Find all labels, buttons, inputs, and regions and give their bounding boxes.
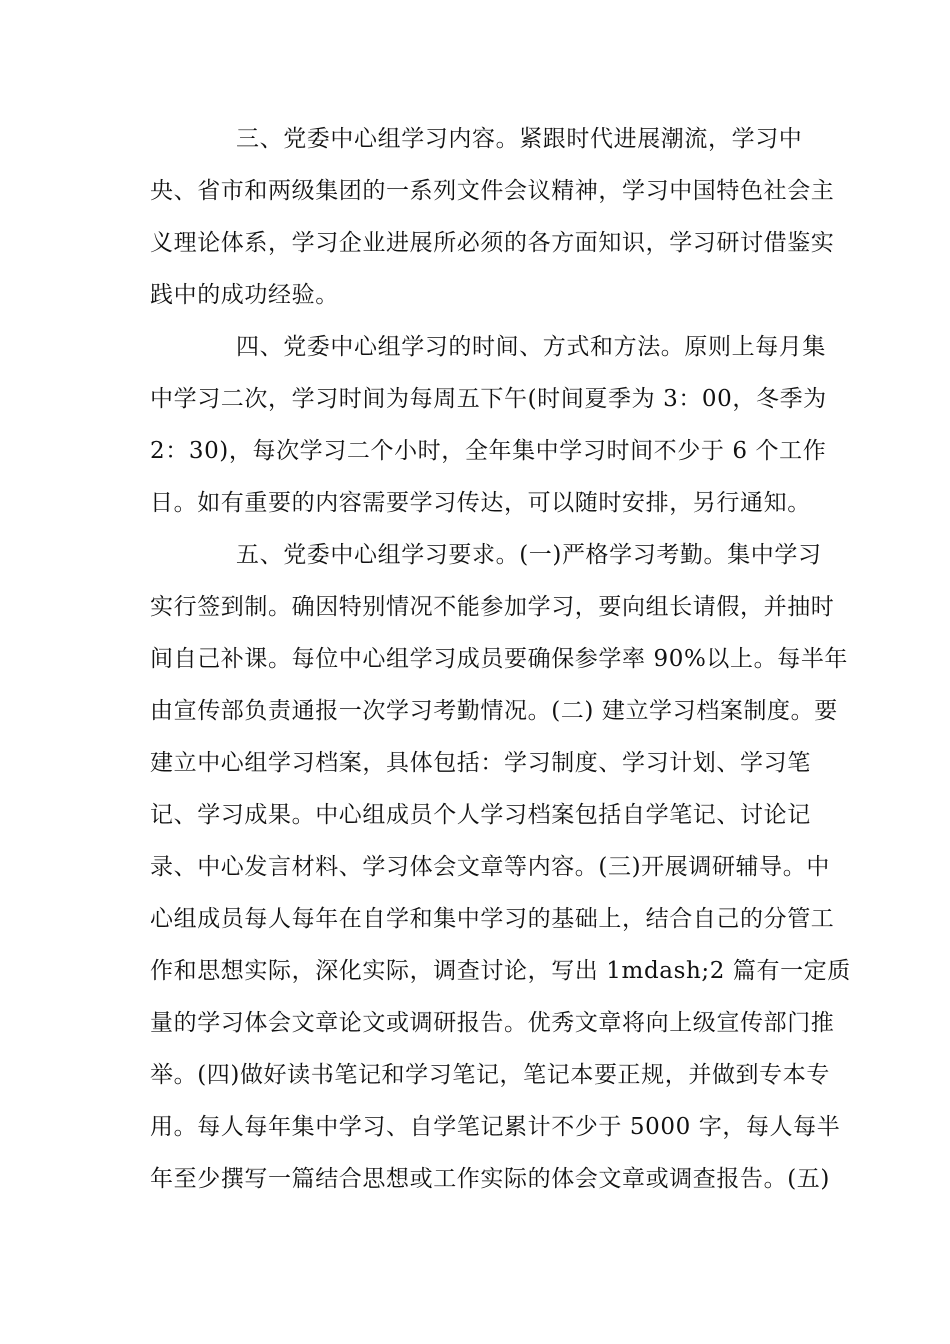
paragraph-5-line-1: 五、党委中心组学习要求。(一)严格学习考勤。集中学习 bbox=[236, 542, 822, 568]
paragraph-5-line-6: 记、学习成果。中心组成员个人学习档案包括自学笔记、讨论记 bbox=[150, 802, 811, 828]
paragraph-3-line-4: 践中的成功经验。 bbox=[150, 282, 339, 308]
paragraph-5-line-5: 建立中心组学习档案，具体包括：学习制度、学习计划、学习笔 bbox=[150, 750, 811, 776]
paragraph-5-line-8: 心组成员每人每年在自学和集中学习的基础上，结合自己的分管工 bbox=[150, 906, 835, 932]
paragraph-4-line-1: 四、党委中心组学习的时间、方式和方法。原则上每月集 bbox=[236, 334, 826, 360]
paragraph-5-line-10: 量的学习体会文章论文或调研报告。优秀文章将向上级宣传部门推 bbox=[150, 1010, 835, 1036]
paragraph-5-line-13: 年至少撰写一篇结合思想或工作实际的体会文章或调查报告。(五) bbox=[150, 1166, 830, 1192]
paragraph-5-line-11: 举。(四)做好读书笔记和学习笔记，笔记本要正规，并做到专本专 bbox=[150, 1062, 830, 1088]
paragraph-4-line-3: 2：30)，每次学习二个小时，全年集中学习时间不少于 6 个工作 bbox=[150, 438, 827, 464]
paragraph-4-line-2: 中学习二次，学习时间为每周五下午(时间夏季为 3：00，冬季为 bbox=[150, 386, 827, 412]
paragraph-5-line-4: 由宣传部负责通报一次学习考勤情况。(二) 建立学习档案制度。要 bbox=[150, 698, 838, 724]
paragraph-5-line-12: 用。每人每年集中学习、自学笔记累计不少于 5000 字，每人每半 bbox=[150, 1114, 841, 1140]
paragraph-5-line-9: 作和思想实际，深化实际，调查讨论，写出 1mdash;2 篇有一定质 bbox=[150, 958, 851, 984]
paragraph-5-line-7: 录、中心发言材料、学习体会文章等内容。(三)开展调研辅导。中 bbox=[150, 854, 830, 880]
paragraph-5-line-3: 间自己补课。每位中心组学习成员要确保参学率 90%以上。每半年 bbox=[150, 646, 849, 672]
paragraph-3-line-3: 义理论体系，学习企业进展所必须的各方面知识，学习研讨借鉴实 bbox=[150, 230, 835, 256]
paragraph-3-line-1: 三、党委中心组学习内容。紧跟时代进展潮流，学习中 bbox=[236, 126, 803, 152]
paragraph-5-line-2: 实行签到制。确因特别情况不能参加学习，要向组长请假，并抽时 bbox=[150, 594, 835, 620]
paragraph-4-line-4: 日。如有重要的内容需要学习传达，可以随时安排，另行通知。 bbox=[150, 490, 811, 516]
paragraph-3-line-2: 央、省市和两级集团的一系列文件会议精神，学习中国特色社会主 bbox=[150, 178, 835, 204]
